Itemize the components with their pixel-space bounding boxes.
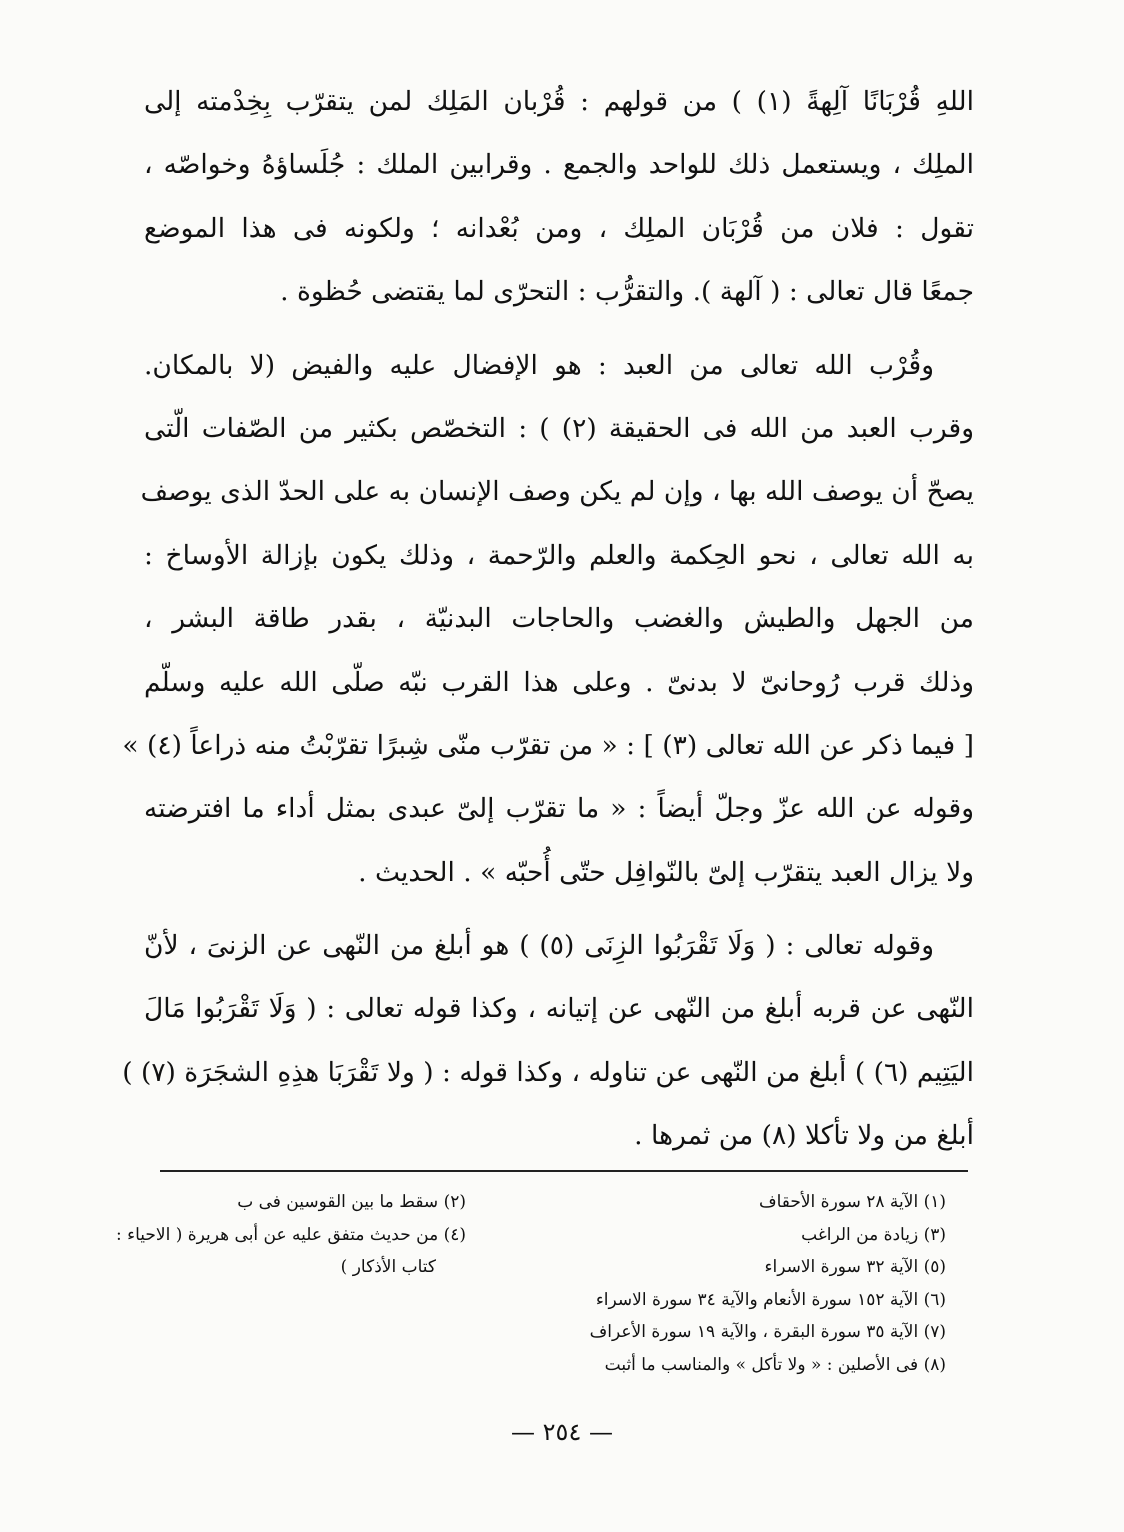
paragraph-gap (144, 904, 974, 914)
text-line: من الجهل والطيش والغضب والحاجات البدنيّة ، بقدر طاقة البشر ، (144, 603, 974, 635)
text-line: تقول : فلان من قُرْبَان الملِك ، ومن بُعْدانه ؛ ولكونه فى هذا الموضع (144, 212, 974, 244)
text-line: جمعًا قال تعالى : ( آلهة ). والتقرُّب : التحرّى لما يقتضى حُظوة . (280, 276, 974, 308)
footnote-separator (160, 1170, 968, 1172)
text-line: وقرب العبد من الله فى الحقيقة (٢) ) : التخصّص بكثير من الصّفات الّتى (144, 412, 974, 444)
footnote-row (115, 1219, 946, 1252)
main-text (122, 70, 974, 1168)
text-line: يصحّ أن يوصف الله بها ، وإن لم يكن وصف الإنسان به على الحدّ الذى يوصف (140, 476, 974, 508)
text-line: اليَتِيم (٦) ) أبلغ من النّهى عن تناوله ، وكذا قوله : ( ولا تَقْرَبَا هذِهِ الشجَرَة (٧) ) (122, 1056, 974, 1088)
footnote-3: (٣) زيادة من الراغب (801, 1224, 946, 1245)
text-line: وقوله عن الله عزّ وجلّ أيضاً : « ما تقرّب إلىّ عبدى بمثل أداء ما افترضته (144, 793, 974, 825)
footnote-2: (٢) سقط ما بين القوسين فى ب (237, 1192, 466, 1212)
text-line: به الله تعالى ، نحو الحِكمة والعلم والرّحمة ، وذلك يكون بإزالة الأوساخ : (144, 539, 974, 571)
paragraph-gap (144, 324, 974, 334)
text-line: أبلغ من ولا تأكلا (٨) من ثمرها . (634, 1120, 974, 1152)
footnote-5: (٥) الآية ٣٢ سورة الاسراء (764, 1257, 946, 1277)
footnote-row (156, 1186, 946, 1219)
footnote-1: (١) الآية ٢٨ سورة الأحقاف (758, 1192, 946, 1212)
text-line: وقُرْب الله تعالى من العبد : هو الإفضال عليه والفيض (لا بالمكان. (144, 349, 934, 381)
footnotes (115, 1186, 946, 1381)
footnote-row (156, 1316, 946, 1349)
text-line: الملِك ، ويستعمل ذلك للواحد والجمع . وقرابين الملك : جُلَساؤهُ وخواصّه ، (144, 149, 974, 181)
footnote-8: (٨) فى الأصلين : « ولا تأكل » والمناسب ما أثبت (604, 1354, 946, 1375)
text-line: النّهى عن قربه أبلغ من النّهى عن إتيانه ، وكذا قوله تعالى : ( وَلَا تَقْرَبُوا مَالَ (144, 993, 974, 1025)
text-line: [ فيما ذكر عن الله تعالى (٣) ] : « من تقرّب منّى شِبرًا تقرّبْتُ منه ذراعاً (٤) » (122, 729, 974, 761)
footnote-4: (٤) من حديث متفق عليه عن أبى هريرة ( الاحياء : (115, 1224, 466, 1245)
text-line: اللهِ قُرْبَانًا آلِهةً (١) ) من قولهم : قُرْبان المَلِك لمن يتقرّب بِخِدْمته إلى (144, 86, 974, 117)
footnote-7: (٧) الآية ٣٥ سورة البقرة ، والآية ١٩ سورة الأعراف (589, 1322, 946, 1342)
footnote-4-continuation: كتاب الأذكار ) (340, 1257, 436, 1277)
footnote-6: (٦) الآية ١٥٢ سورة الأنعام والآية ٣٤ سورة الاسراء (595, 1289, 946, 1310)
footnote-row (156, 1349, 946, 1382)
text-line: ولا يزال العبد يتقرّب إلىّ بالنّوافِل حتّى أُحبّه » . الحديث . (358, 856, 974, 888)
text-line: وقوله تعالى : ( وَلَا تَقْرَبُوا الزِنَى (٥) ) هو أبلغ من النّهى عن الزنىَ ، لأنّ (144, 930, 934, 962)
footnote-row (156, 1284, 946, 1317)
text-line: وذلك قرب رُوحانىّ لا بدنىّ . وعلى هذا القرب نبّه صلّى الله عليه وسلّم (144, 666, 974, 698)
page-number: — ٢٥٤ — (511, 1418, 613, 1446)
footnote-row (156, 1251, 946, 1284)
